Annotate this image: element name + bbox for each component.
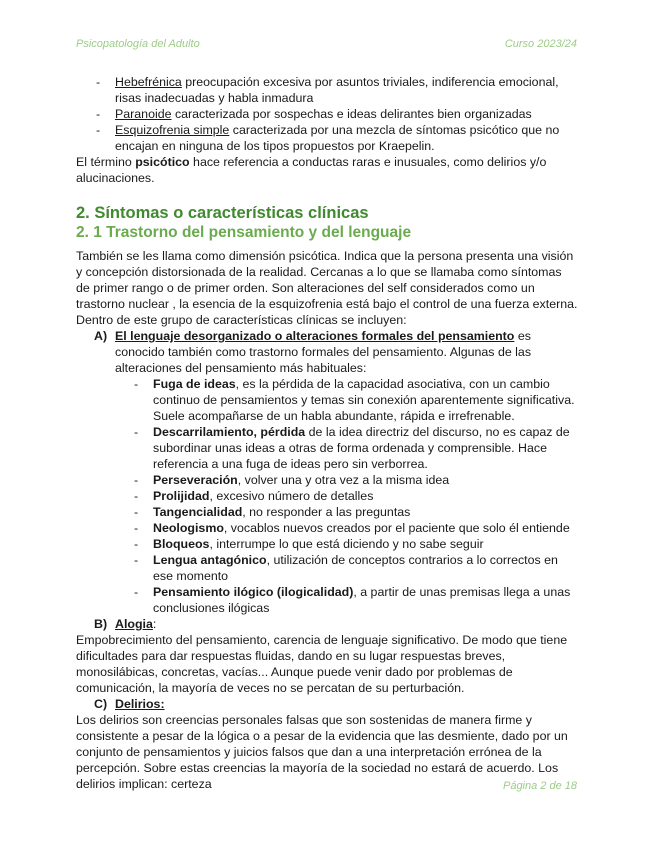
page-number: Página 2 de 18 [502,780,577,792]
desc: , interrumpe lo que está diciendo y no sabe seguir [209,537,484,551]
item-b [76,616,578,632]
list-item [76,424,578,472]
desc: , utilización de conceptos contrarios a lo correctos en ese momento [153,553,558,583]
term: Hebefrénica [115,75,182,89]
thought-alterations-list [76,376,578,616]
term: Tangencialidad [153,505,243,519]
term: Neologismo [153,521,224,535]
term: Fuga de ideas [153,377,236,391]
desc: de la idea directriz del discurso, no es capaz de subordinar unas ideas a otras de forma ordenada y comprensible. Hace referencia a una fuga de ideas pero sin verborrea. [153,425,570,471]
item-c [76,696,578,712]
desc: , volver una y otra vez a la misma idea [237,473,450,487]
term: Esquizofrenia simple [115,123,230,137]
desc: , excesivo número de detalles [209,489,374,503]
list-item [76,472,578,488]
desc: , vocablos nuevos creados por el paciente que solo él entiende [223,521,570,535]
desc: , no responder a las preguntas [242,505,411,519]
term: Pensamiento ilógico (ilogicalidad) [153,585,354,599]
item-key: C) [94,697,108,711]
page-body [76,74,578,792]
term: Descarrilamiento, pérdida [153,425,306,439]
desc: , a partir de unas premisas llega a unas conclusiones ilógicas [153,585,571,615]
list-item [76,376,578,424]
desc: preocupación excesiva por asuntos triviales, indiferencia emocional, risas inadecuadas y habla inmadura [115,75,559,105]
section-heading: 2. Síntomas o características clínicas [76,204,369,222]
text: El término [76,155,136,169]
list-item [76,504,578,520]
delirios-paragraph: Los delirios son creencias personales falsas que son sostenidas de manera firme y consistente a pesar de la lógica o a pesar de la evidencia que las desmiente, dado por un conjunto de pensamientos y juicios falsos que dan a una interpretación errónea de la percepción. Sobre estas creencias la mayoría de la sociedad no estará de acuerdo. Los delirios implican: certeza [76,713,568,791]
header-course-year: Curso 2023/24 [504,38,577,50]
term: Paranoide [115,107,172,121]
term: Perseveración [153,473,238,487]
list-item [76,520,578,536]
item-suffix: : [152,617,157,631]
term: Lengua antagónico [153,553,267,567]
desc: caracterizada por sospechas e ideas delirantes bien organizadas [171,107,532,121]
list-item [76,584,578,616]
intro-paragraph: También se les llama como dimensión psicótica. Indica que la persona presenta una visión y concepción distorsionada de la realidad. Cercanas a lo que se llamaba como síntomas de primer rango o de primer orden. Son alteraciones del self considerados como un trastorno nuclear , la esencia de la esquizofrenia está bajo el control de una fuerza externa. Dentro de este grupo de características clínicas se incluyen: [76,249,578,327]
schizophrenia-types-list [76,74,578,154]
text: hace referencia a conductas raras e inusuales, como delirios y/o alucinaciones. [76,155,547,185]
list-item [76,106,578,122]
list-item [76,488,578,504]
item-title: El lenguaje desorganizado o alteraciones formales del pensamiento [115,329,515,343]
list-item [76,122,578,154]
desc: , es la pérdida de la capacidad asociativa, con un cambio continuo de pensamientos y temas sin conexión aparentemente significativa. Suele acompañarse de un habla abundante, rápida e irrefrenable. [153,377,575,423]
psicotico-paragraph [76,154,578,186]
header-course-title: Psicopatología del Adulto [76,38,200,50]
term: Bloqueos [153,537,210,551]
subsection-heading: 2. 1 Trastorno del pensamiento y del lenguaje [76,224,412,241]
item-title: Delirios: [115,697,165,711]
desc: caracterizada por una mezcla de síntomas psicótico que no encajan en ninguna de los tipos propuestos por Kraepelin. [115,123,560,153]
list-item [76,74,578,106]
list-item [76,536,578,552]
list-item [76,552,578,584]
item-key: B) [94,617,108,631]
item-text: es conocido también como trastorno formales del pensamiento. Algunas de las alteraciones del pensamiento más habituales: [115,329,532,375]
item-key: A) [94,329,108,343]
term: Prolijidad [153,489,210,503]
alogia-paragraph: Empobrecimiento del pensamiento, carencia de lenguaje significativo. De modo que tiene dificultades para dar respuestas fluidas, dando en su lugar respuestas breves, monosilábicas, concretas, vacías... Aunque puede venir dado por problemas de comunicación, la mayoría de veces no se percatan de su perturbación. [76,633,568,695]
item-a [76,328,578,376]
item-title: Alogia [115,617,153,631]
bold-term: psicótico [135,155,190,169]
